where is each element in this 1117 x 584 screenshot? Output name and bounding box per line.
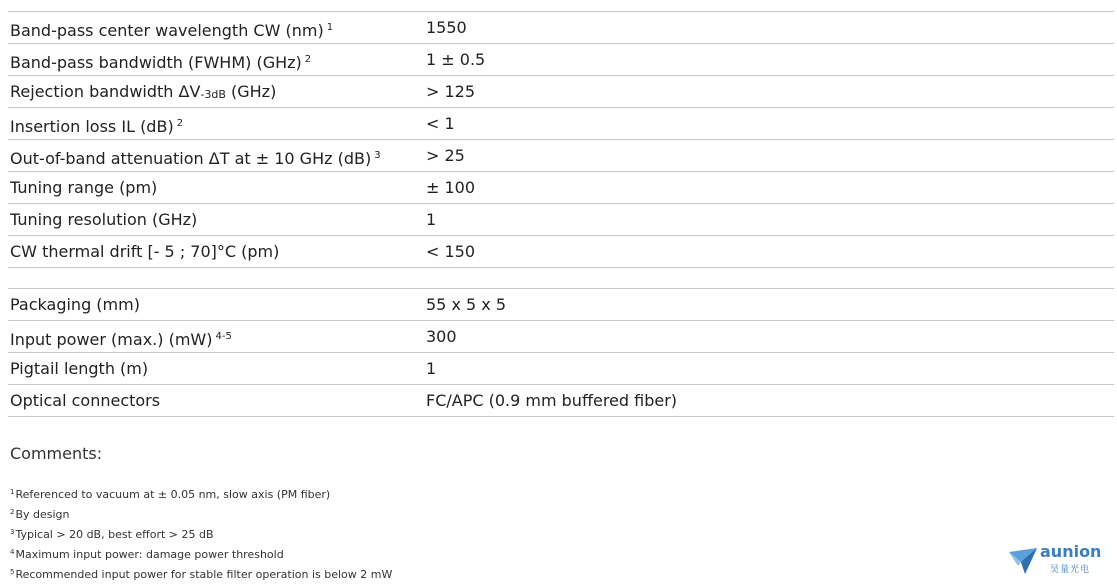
spec-value: 300 <box>426 327 457 346</box>
spec-label: Band-pass bandwidth (FWHM) (GHz) $^2$ <box>10 53 312 72</box>
spec-value: 1 ± 0.5 <box>426 50 486 69</box>
spec-label: Input power (max.) (mW) $^{4-5}$ <box>10 330 232 349</box>
spec-label: Insertion loss IL (dB) $^2$ <box>10 117 184 136</box>
table-row <box>8 43 1114 75</box>
spec-label: Pigtail length (m) <box>10 359 149 378</box>
paper-plane-icon <box>1008 545 1038 575</box>
spec-value: ± 100 <box>426 178 476 197</box>
footnote: $^5$Recommended input power for stable filter operation is below 2 mW <box>10 568 393 581</box>
spec-label: Rejection bandwidth ΔV-3dB (GHz) <box>10 82 277 101</box>
spec-value: FC/APC (0.9 mm buffered fiber) <box>426 391 678 410</box>
spec-label: CW thermal drift [- 5 ; 70]°C (pm) <box>10 242 280 261</box>
table-row <box>8 171 1114 203</box>
footnotes <box>10 484 392 584</box>
table-row <box>8 288 1114 320</box>
footnote: $^3$Typical > 20 dB, best effort > 25 dB <box>10 528 214 541</box>
spec-value: 1 <box>426 359 437 378</box>
spec-value: < 150 <box>426 242 476 261</box>
spec-table <box>8 11 1114 417</box>
spec-label: Out-of-band attenuation ΔT at ± 10 GHz (dB) $^3$ <box>10 149 381 168</box>
spec-label: Tuning range (pm) <box>10 178 158 197</box>
spec-value: > 125 <box>426 82 476 101</box>
spec-value: < 1 <box>426 114 455 133</box>
table-row <box>8 75 1114 107</box>
table-row <box>8 384 1114 417</box>
spec-value: 1 <box>426 210 437 229</box>
table-row <box>8 235 1114 267</box>
spec-label: Band-pass center wavelength CW (nm) $^1$ <box>10 21 334 40</box>
spec-value: 1550 <box>426 18 467 37</box>
table-row <box>8 320 1114 352</box>
comments-heading: Comments: <box>10 444 103 463</box>
aunion-logo <box>1008 542 1108 578</box>
logo-subtitle: 昊量光电 <box>1050 565 1091 575</box>
spec-label: Optical connectors <box>10 391 161 410</box>
table-row <box>8 352 1114 384</box>
footnote: $^1$Referenced to vacuum at ± 0.05 nm, slow axis (PM fiber) <box>10 488 331 501</box>
table-row <box>8 203 1114 235</box>
spec-label: Tuning resolution (GHz) <box>10 210 198 229</box>
footnote: $^4$Maximum input power: damage power threshold <box>10 548 284 561</box>
table-row <box>8 11 1114 43</box>
table-row <box>8 107 1114 139</box>
spec-label: Packaging (mm) <box>10 295 140 314</box>
spec-value: 55 x 5 x 5 <box>426 295 506 314</box>
logo-wordmark: aunion <box>1040 542 1102 561</box>
spec-value: > 25 <box>426 146 465 165</box>
table-row <box>8 139 1114 171</box>
table-section-divider <box>8 267 1114 288</box>
footnote: $^2$By design <box>10 508 70 521</box>
